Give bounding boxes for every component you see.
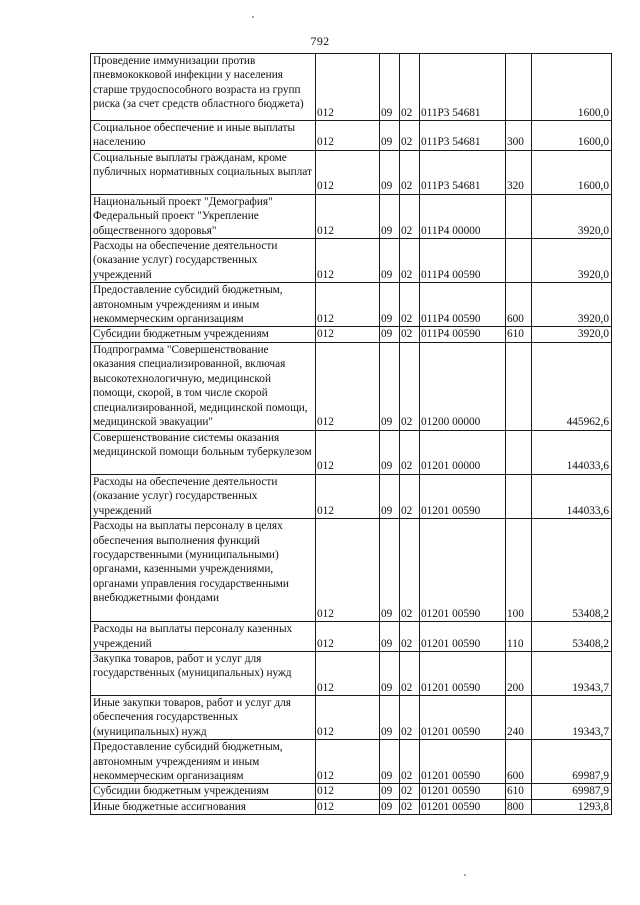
row-name-cell: Совершенствование системы оказания медицинской помощи больным туберкулезом	[91, 430, 316, 474]
row-subsection-cell: 02	[400, 519, 420, 622]
table-body	[91, 54, 612, 815]
row-name-cell: Национальный проект "Демография" Федеральный проект "Укрепление общественного здоровья"	[91, 194, 316, 238]
row-ministry-cell: 012	[316, 121, 380, 151]
row-amount-cell: 445962,6	[532, 342, 612, 430]
row-expense-type-cell: 600	[506, 283, 532, 327]
row-target-article-cell: 011Р4 00590	[420, 239, 506, 283]
row-section-cell: 09	[380, 519, 400, 622]
row-name-cell: Иные закупки товаров, работ и услуг для обеспечения государственных (муниципальных) нужд	[91, 695, 316, 739]
row-section-cell: 09	[380, 327, 400, 342]
row-subsection-cell: 02	[400, 622, 420, 652]
row-subsection-cell: 02	[400, 695, 420, 739]
scan-dot-bottom	[464, 874, 466, 876]
row-expense-type-cell: 800	[506, 799, 532, 814]
row-section-cell: 09	[380, 283, 400, 327]
row-name-cell: Субсидии бюджетным учреждениям	[91, 784, 316, 799]
row-name-cell: Подпрограмма "Совершенствование оказания специализированной, включая высокотехнологичную, медицинской помощи, скорой, в том числе скорой специализированной, медицинской помощи, медицинской эвакуации"	[91, 342, 316, 430]
row-target-article-cell: 01201 00590	[420, 651, 506, 695]
row-expense-type-cell	[506, 239, 532, 283]
row-ministry-cell: 012	[316, 54, 380, 121]
table-row	[91, 740, 612, 784]
table-row	[91, 519, 612, 622]
row-section-cell: 09	[380, 54, 400, 121]
row-amount-cell: 3920,0	[532, 283, 612, 327]
row-amount-cell: 1293,8	[532, 799, 612, 814]
row-subsection-cell: 02	[400, 327, 420, 342]
row-section-cell: 09	[380, 194, 400, 238]
row-expense-type-cell	[506, 194, 532, 238]
row-target-article-cell: 011Р3 54681	[420, 121, 506, 151]
row-subsection-cell: 02	[400, 239, 420, 283]
row-target-article-cell: 011Р4 00590	[420, 283, 506, 327]
row-section-cell: 09	[380, 150, 400, 194]
row-ministry-cell: 012	[316, 740, 380, 784]
row-amount-cell: 19343,7	[532, 651, 612, 695]
row-target-article-cell: 01201 00590	[420, 799, 506, 814]
row-ministry-cell: 012	[316, 239, 380, 283]
row-name-cell: Иные бюджетные ассигнования	[91, 799, 316, 814]
row-section-cell: 09	[380, 239, 400, 283]
row-target-article-cell: 011Р4 00590	[420, 327, 506, 342]
row-ministry-cell: 012	[316, 430, 380, 474]
row-expense-type-cell: 200	[506, 651, 532, 695]
row-name-cell: Субсидии бюджетным учреждениям	[91, 327, 316, 342]
row-expense-type-cell: 100	[506, 519, 532, 622]
row-target-article-cell: 01201 00590	[420, 784, 506, 799]
row-name-cell: Закупка товаров, работ и услуг для государственных (муниципальных) нужд	[91, 651, 316, 695]
row-ministry-cell: 012	[316, 474, 380, 518]
row-subsection-cell: 02	[400, 784, 420, 799]
row-subsection-cell: 02	[400, 651, 420, 695]
row-target-article-cell: 011Р3 54681	[420, 150, 506, 194]
row-section-cell: 09	[380, 474, 400, 518]
table-row	[91, 651, 612, 695]
row-name-cell: Расходы на выплаты персоналу в целях обеспечения выполнения функций государственными (муниципальными) органами, казенными учреждениями, органами управления государственными внебюджетными фондами	[91, 519, 316, 622]
row-amount-cell: 69987,9	[532, 740, 612, 784]
table-row	[91, 283, 612, 327]
row-section-cell: 09	[380, 799, 400, 814]
row-subsection-cell: 02	[400, 342, 420, 430]
row-section-cell: 09	[380, 784, 400, 799]
table-row	[91, 54, 612, 121]
row-ministry-cell: 012	[316, 622, 380, 652]
row-subsection-cell: 02	[400, 121, 420, 151]
row-amount-cell: 53408,2	[532, 519, 612, 622]
row-subsection-cell: 02	[400, 799, 420, 814]
table-row	[91, 150, 612, 194]
row-amount-cell: 1600,0	[532, 54, 612, 121]
row-expense-type-cell	[506, 430, 532, 474]
table-row	[91, 799, 612, 814]
row-ministry-cell: 012	[316, 784, 380, 799]
table-row	[91, 430, 612, 474]
row-subsection-cell: 02	[400, 474, 420, 518]
scan-dot-top	[252, 16, 254, 18]
row-ministry-cell: 012	[316, 695, 380, 739]
row-target-article-cell: 01201 00590	[420, 519, 506, 622]
row-ministry-cell: 012	[316, 799, 380, 814]
row-amount-cell: 144033,6	[532, 430, 612, 474]
row-expense-type-cell: 610	[506, 784, 532, 799]
row-ministry-cell: 012	[316, 194, 380, 238]
row-amount-cell: 3920,0	[532, 239, 612, 283]
row-name-cell: Предоставление субсидий бюджетным, автономным учреждениям и иным некоммерческим организациям	[91, 283, 316, 327]
row-name-cell: Социальные выплаты гражданам, кроме публичных нормативных социальных выплат	[91, 150, 316, 194]
row-name-cell: Расходы на обеспечение деятельности (оказание услуг) государственных учреждений	[91, 474, 316, 518]
row-subsection-cell: 02	[400, 150, 420, 194]
table-row	[91, 327, 612, 342]
row-subsection-cell: 02	[400, 194, 420, 238]
row-target-article-cell: 01201 00590	[420, 695, 506, 739]
row-amount-cell: 53408,2	[532, 622, 612, 652]
row-ministry-cell: 012	[316, 651, 380, 695]
row-section-cell: 09	[380, 121, 400, 151]
row-expense-type-cell: 320	[506, 150, 532, 194]
row-expense-type-cell: 110	[506, 622, 532, 652]
row-target-article-cell: 01201 00590	[420, 622, 506, 652]
row-expense-type-cell: 240	[506, 695, 532, 739]
row-ministry-cell: 012	[316, 519, 380, 622]
row-name-cell: Проведение иммунизации против пневмококковой инфекции у населения старше трудоспособного возраста из групп риска (за счет средств областного бюджета)	[91, 54, 316, 121]
row-name-cell: Предоставление субсидий бюджетным, автономным учреждениям и иным некоммерческим организациям	[91, 740, 316, 784]
row-target-article-cell: 01201 00590	[420, 474, 506, 518]
row-expense-type-cell: 610	[506, 327, 532, 342]
table-row	[91, 695, 612, 739]
row-name-cell: Расходы на выплаты персоналу казенных учреждений	[91, 622, 316, 652]
row-ministry-cell: 012	[316, 150, 380, 194]
row-target-article-cell: 01201 00590	[420, 740, 506, 784]
row-subsection-cell: 02	[400, 54, 420, 121]
row-section-cell: 09	[380, 342, 400, 430]
table-row	[91, 474, 612, 518]
row-amount-cell: 1600,0	[532, 121, 612, 151]
row-ministry-cell: 012	[316, 283, 380, 327]
table-row	[91, 622, 612, 652]
row-name-cell: Социальное обеспечение и иные выплаты населению	[91, 121, 316, 151]
row-amount-cell: 3920,0	[532, 327, 612, 342]
table-row	[91, 239, 612, 283]
row-subsection-cell: 02	[400, 283, 420, 327]
row-target-article-cell: 01201 00000	[420, 430, 506, 474]
table-row	[91, 784, 612, 799]
table-row	[91, 194, 612, 238]
row-expense-type-cell	[506, 474, 532, 518]
row-section-cell: 09	[380, 430, 400, 474]
row-ministry-cell: 012	[316, 342, 380, 430]
row-target-article-cell: 01200 00000	[420, 342, 506, 430]
row-amount-cell: 1600,0	[532, 150, 612, 194]
page-number: 792	[310, 34, 330, 48]
row-section-cell: 09	[380, 622, 400, 652]
row-section-cell: 09	[380, 651, 400, 695]
row-amount-cell: 3920,0	[532, 194, 612, 238]
row-amount-cell: 19343,7	[532, 695, 612, 739]
row-subsection-cell: 02	[400, 740, 420, 784]
row-target-article-cell: 011Р3 54681	[420, 54, 506, 121]
row-ministry-cell: 012	[316, 327, 380, 342]
row-subsection-cell: 02	[400, 430, 420, 474]
table-row	[91, 342, 612, 430]
row-expense-type-cell	[506, 54, 532, 121]
row-section-cell: 09	[380, 695, 400, 739]
row-section-cell: 09	[380, 740, 400, 784]
row-name-cell: Расходы на обеспечение деятельности (оказание услуг) государственных учреждений	[91, 239, 316, 283]
row-amount-cell: 144033,6	[532, 474, 612, 518]
row-expense-type-cell: 600	[506, 740, 532, 784]
row-expense-type-cell: 300	[506, 121, 532, 151]
row-expense-type-cell	[506, 342, 532, 430]
table-row	[91, 121, 612, 151]
row-amount-cell: 69987,9	[532, 784, 612, 799]
row-target-article-cell: 011Р4 00000	[420, 194, 506, 238]
budget-table	[90, 53, 612, 815]
